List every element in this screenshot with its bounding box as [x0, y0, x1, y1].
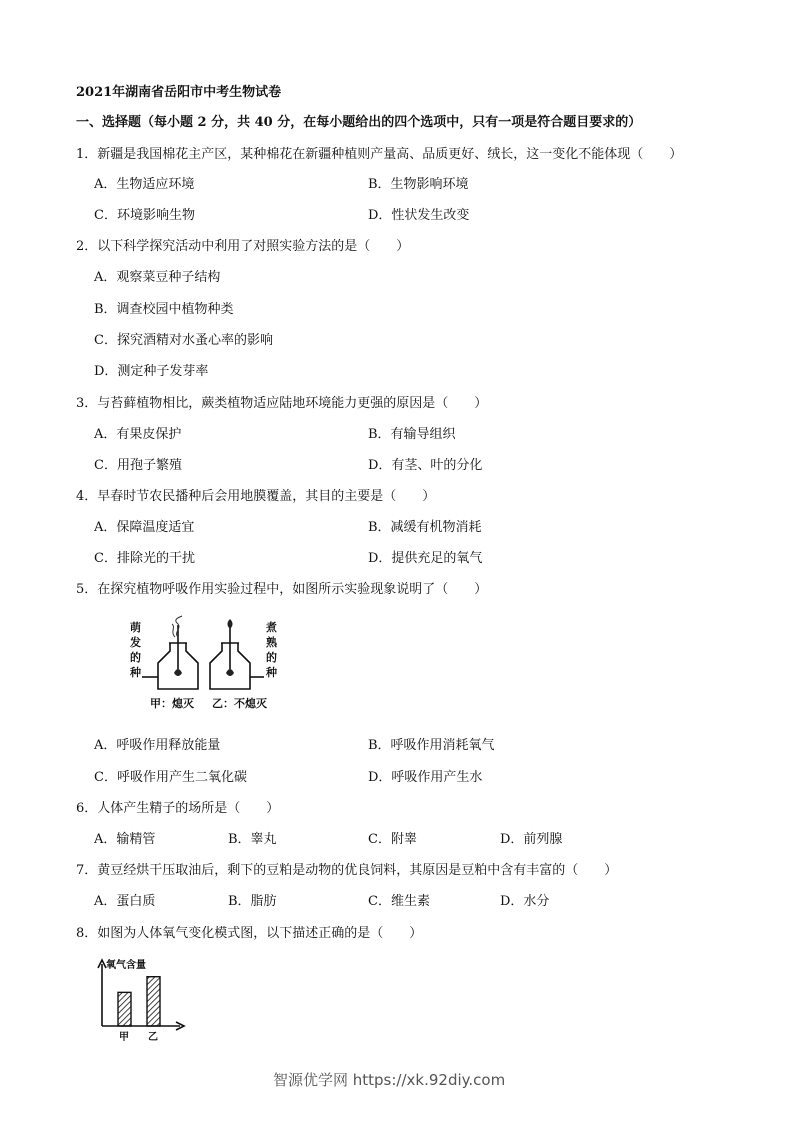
x-tick-label-2: 乙: [148, 1032, 158, 1042]
question-7-option-b[interactable]: B．脂肪: [228, 894, 277, 909]
figure-left-label-1: 萌: [130, 621, 141, 634]
footer-watermark: 智源优学网 https://xk.92diy.com: [273, 1071, 506, 1089]
figure-right-label-2: 熟: [266, 636, 277, 649]
figure-left-label-4: 种: [130, 666, 141, 679]
question-3-option-b[interactable]: B．有输导组织: [368, 427, 456, 442]
paper-title: 2021年湖南省岳阳市中考生物试卷: [76, 85, 282, 100]
question-4-option-c[interactable]: C．排除光的干扰: [94, 551, 195, 566]
flame-extinguished-smoke: [172, 616, 182, 637]
section-heading: 一、选择题（每小题 2 分，共 40 分，在每小题给出的四个选项中，只有一项是符合题目要求的）: [76, 115, 642, 130]
question-7-stem: 7．黄豆经烘干压取油后，剩下的豆粕是动物的优良饲料，其原因是豆粕中含有丰富的（ ）: [76, 863, 618, 878]
question-1-option-a[interactable]: A．生物适应环境: [94, 177, 195, 192]
question-7-option-c[interactable]: C．维生素: [368, 894, 430, 909]
question-3-option-d[interactable]: D．有茎、叶的分化: [368, 458, 483, 473]
question-4-option-b[interactable]: B．减缓有机物消耗: [368, 520, 482, 535]
figure-left-label-2: 发: [130, 636, 141, 649]
bar-1: [118, 992, 131, 1026]
respiration-experiment-figure: [128, 615, 280, 711]
question-4-stem: 4．早春时节农民播种后会用地膜覆盖，其目的主要是（ ）: [76, 489, 436, 504]
question-1-option-b[interactable]: B．生物影响环境: [368, 177, 469, 192]
figure-right-label-4: 种: [266, 666, 277, 679]
question-5-option-b[interactable]: B．呼吸作用消耗氧气: [368, 738, 495, 753]
question-6-option-a[interactable]: A．输精管: [94, 832, 156, 847]
x-tick-label-1: 甲: [119, 1032, 129, 1042]
figure-caption-jia: 甲：熄灭: [150, 697, 194, 710]
question-4-option-a[interactable]: A．保障温度适宜: [94, 520, 195, 535]
question-6-stem: 6．人体产生精子的场所是（ ）: [76, 801, 280, 816]
question-8-stem: 8．如图为人体氧气变化模式图，以下描述正确的是（ ）: [76, 926, 423, 941]
question-2-option-d[interactable]: D．测定种子发芽率: [94, 364, 209, 379]
question-1-option-d[interactable]: D．性状发生改变: [368, 208, 470, 223]
question-2-option-a[interactable]: A．观察菜豆种子结构: [94, 270, 221, 285]
question-5-option-a[interactable]: A．呼吸作用释放能量: [94, 738, 221, 753]
question-3-option-c[interactable]: C．用孢子繁殖: [94, 458, 182, 473]
question-1-option-c[interactable]: C．环境影响生物: [94, 208, 195, 223]
question-5-stem: 5．在探究植物呼吸作用实验过程中，如图所示实验现象说明了（ ）: [76, 582, 488, 597]
figure-right-label-3: 的: [266, 651, 277, 664]
flask-jia: [142, 625, 198, 689]
question-2-option-b[interactable]: B．调查校园中植物种类: [94, 302, 234, 317]
question-1-stem: 1．新疆是我国棉花主产区，某种棉花在新疆种植则产量高、品质更好、绒长，这一变化不能体现（ ）: [76, 147, 683, 162]
question-5-option-c[interactable]: C．呼吸作用产生二氧化碳: [94, 770, 247, 785]
figure-right-label-1: 煮: [266, 621, 277, 634]
bar-2: [147, 977, 160, 1026]
question-6-option-d[interactable]: D．前列腺: [500, 832, 563, 847]
question-2-option-c[interactable]: C．探究酒精对水蚤心率的影响: [94, 333, 273, 348]
oxygen-content-chart: [94, 958, 186, 1042]
flask-yi: [210, 625, 264, 689]
figure-caption-yi: 乙：不熄灭: [212, 697, 267, 710]
question-3-stem: 3．与苔藓植物相比，蕨类植物适应陆地环境能力更强的原因是（ ）: [76, 396, 488, 411]
figure-left-label-3: 的: [130, 651, 141, 664]
y-axis-label: 氧气含量: [106, 960, 146, 971]
flame-burning: [228, 619, 233, 629]
question-5-option-d[interactable]: D．呼吸作用产生水: [368, 770, 483, 785]
question-2-stem: 2．以下科学探究活动中利用了对照实验方法的是（ ）: [76, 239, 410, 254]
question-7-option-d[interactable]: D．水分: [500, 894, 550, 909]
question-6-option-c[interactable]: C．附睾: [368, 832, 417, 847]
question-3-option-a[interactable]: A．有果皮保护: [94, 427, 182, 442]
question-6-option-b[interactable]: B．睾丸: [228, 832, 277, 847]
question-4-option-d[interactable]: D．提供充足的氧气: [368, 551, 483, 566]
question-7-option-a[interactable]: A．蛋白质: [94, 894, 156, 909]
